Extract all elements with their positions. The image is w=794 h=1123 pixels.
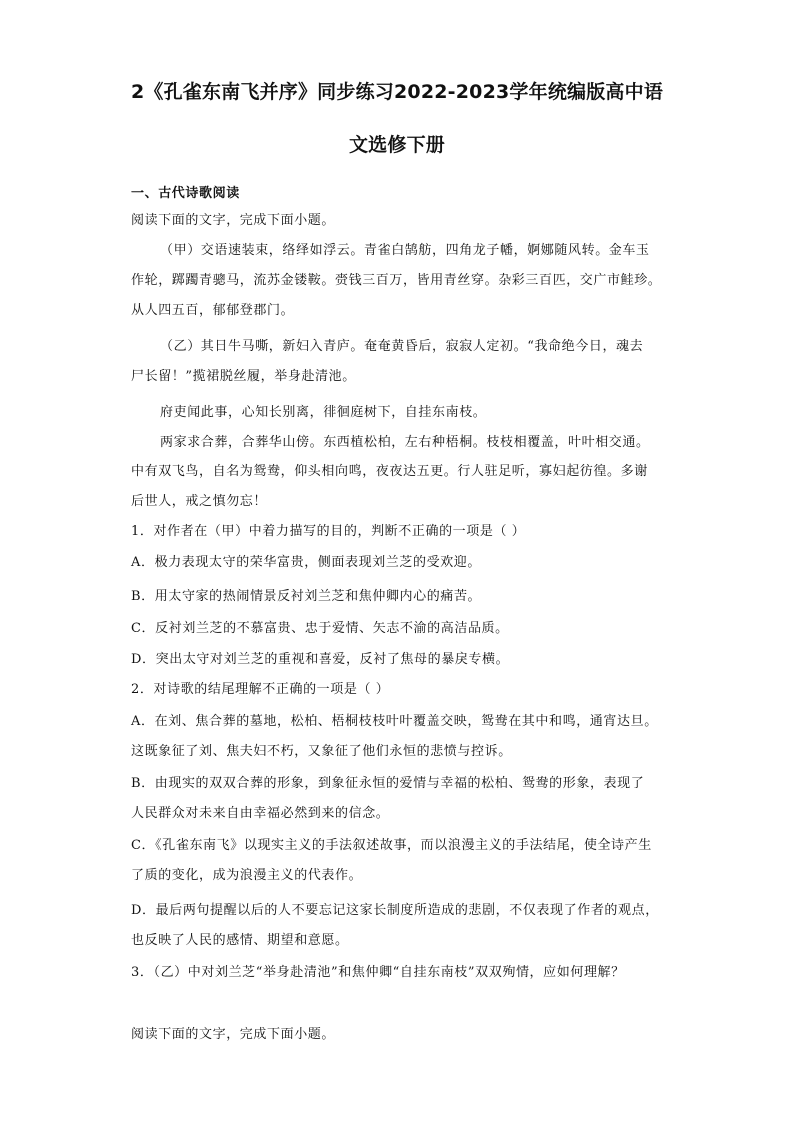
question-2-option-c-cont: 了质的变化，成为浪漫主义的代表作。 bbox=[131, 868, 363, 883]
passage-line: 从人四五百，郁郁登郡门。 bbox=[131, 303, 295, 318]
passage-line: 尸长留！”揽裙脱丝履，举身赴清池。 bbox=[131, 369, 356, 384]
title-line-1: 2《孔雀东南飞并序》同步练习2022-2023学年统编版高中语 bbox=[130, 81, 664, 103]
passage-line: 中有双飞鸟，自名为鸳鸯，仰头相向鸣，夜夜达五更。行人驻足听，寡妇起彷徨。多谢 bbox=[131, 464, 648, 479]
passage-line: （甲）交语速装束，络绎如浮云。青雀白鹄舫，四角龙子幡，婀娜随风转。金车玉 bbox=[160, 243, 650, 258]
question-2-option-d: D．最后两句提醒以后的人不要忘记这家长制度所造成的悲剧，不仅表现了作者的观点， bbox=[131, 903, 659, 918]
passage-line: 后世人，戒之慎勿忘！ bbox=[131, 494, 268, 509]
passage-line: 作轮，踯躅青骢马，流苏金镂鞍。赍钱三百万，皆用青丝穿。杂彩三百匹，交广市鲑珍。 bbox=[131, 273, 662, 288]
question-2-option-a-cont: 这既象征了刘、焦夫妇不朽，又象征了他们永恒的悲愤与控诉。 bbox=[131, 744, 512, 759]
reading-instruction: 阅读下面的文字，完成下面小题。 bbox=[131, 213, 336, 228]
question-1-stem: 1．对作者在（甲）中着力描写的目的，判断不正确的一项是（ ） bbox=[131, 524, 526, 539]
question-2-option-b: B．由现实的双双合葬的形象，到象征永恒的爱情与幸福的松柏、鸳鸯的形象，表现了 bbox=[131, 776, 645, 791]
section-heading: 一、古代诗歌阅读 bbox=[131, 186, 240, 201]
question-1-option-c: C．反衬刘兰芝的不慕富贵、忠于爱情、矢志不渝的高洁品质。 bbox=[131, 621, 509, 636]
question-3-stem: 3．（乙）中对刘兰芝“举身赴清池”和焦仲卿“自挂东南枝”双双殉情，应如何理解？ bbox=[131, 965, 625, 980]
passage-line: （乙）其日牛马嘶，新妇入青庐。奄奄黄昏后，寂寂人定初。“我命绝今日，魂去 bbox=[160, 339, 644, 354]
question-2-option-b-cont: 人民群众对未来自由幸福必然到来的信念。 bbox=[131, 806, 390, 821]
question-1-option-a: A．极力表现太守的荣华富贵，侧面表现刘兰芝的受欢迎。 bbox=[131, 555, 481, 570]
question-1-option-d: D．突出太守对刘兰芝的重视和喜爱，反衬了焦母的暴戾专横。 bbox=[131, 652, 510, 667]
question-1-option-b: B．用太守家的热闹情景反衬刘兰芝和焦仲卿内心的痛苦。 bbox=[131, 589, 482, 604]
document-title bbox=[100, 66, 694, 172]
passage-line: 两家求合葬，合葬华山傍。东西植松柏，左右种梧桐。枝枝相覆盖，叶叶相交通。 bbox=[160, 435, 650, 450]
question-2-option-a: A．在刘、焦合葬的墓地，松柏、梧桐枝枝叶叶覆盖交映，鸳鸯在其中和鸣，通宵达旦。 bbox=[131, 714, 658, 729]
reading-instruction-2: 阅读下面的文字，完成下面小题。 bbox=[131, 1027, 336, 1042]
question-2-stem: 2．对诗歌的结尾理解不正确的一项是（ ） bbox=[131, 682, 390, 697]
passage-line: 府吏闻此事，心知长别离，徘徊庭树下，自挂东南枝。 bbox=[160, 405, 487, 420]
title-line-2: 文选修下册 bbox=[348, 134, 445, 156]
question-2-option-d-cont: 也反映了人民的感情、期望和意愿。 bbox=[131, 933, 349, 948]
question-2-option-c: C．《孔雀东南飞》以现实主义的手法叙述故事，而以浪漫主义的手法结尾，使全诗产生 bbox=[131, 838, 652, 853]
